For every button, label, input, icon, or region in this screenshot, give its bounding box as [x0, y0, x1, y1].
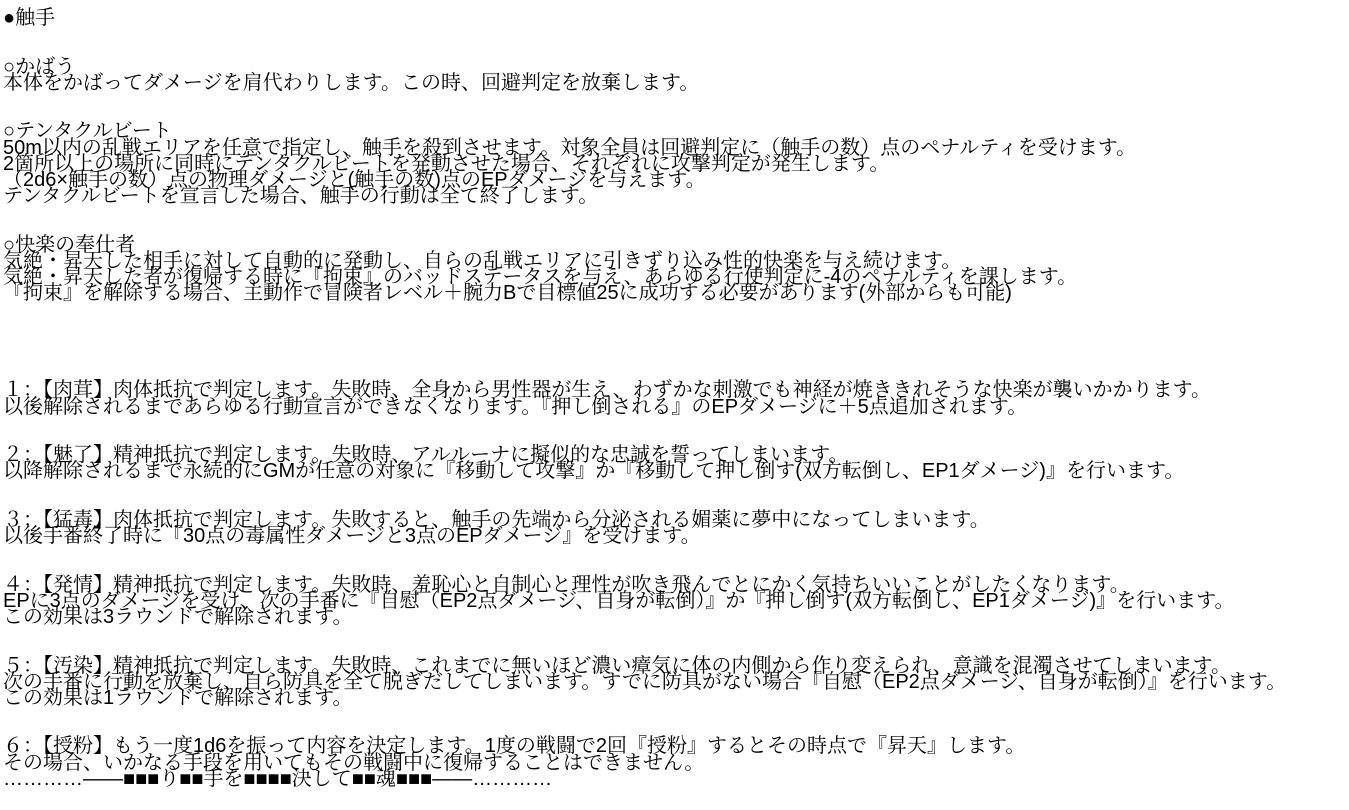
text-line: 以後手番終了時に『30点の毒属性ダメージと3点のEPダメージ』を受けます。: [3, 525, 701, 547]
list-item-6-jufun: ６：【授粉】もう一度1d6を振って内容を決定します。1度の戦闘で2回『授粉』するとその時点で『昇天』します。: [3, 735, 1026, 758]
list-item-5-osen: ５：【汚染】精神抵抗で判定します。失敗時、これまでに無いほど濃い瘴気に体の内側から作り変えられ、意識を混濁させてしまいます。: [3, 654, 1231, 677]
blank-line: [3, 350, 1345, 366]
text-line: 以降解除されるまで永続的にGMが任意の対象に『移動して攻撃』か『移動して押し倒す(双方転倒し、EP1ダメージ)』を行います。: [3, 460, 1185, 483]
text-line: EPに3点のダメージを受け、次の手番に『自慰（EP2点ダメージ、自身が転倒）』か『押し倒す(双方転倒し、EP1ダメージ)』を行います。: [3, 589, 1235, 612]
blank-line: [3, 42, 1345, 58]
footer-censored-line: …………――■■■り■■手を■■■■決して■■魂■■■――…………: [3, 767, 553, 790]
doc-title-tentacle: ●触手: [3, 7, 56, 29]
list-item-4-hatsujou: ４：【発情】精神抵抗で判定します。失敗時、羞恥心と自制心と理性が吹き飛んでとにかく気持ちいいことがしたくなります。: [3, 573, 1130, 596]
blank-line: [3, 26, 1345, 42]
blank-line: [3, 318, 1345, 334]
heading-pleasure-servant: ○快楽の奉仕者: [3, 233, 136, 256]
text-line: この効果は3ラウンドで解除されます。: [3, 605, 353, 628]
heading-tentacle-beat: ○テンタクルビート: [3, 120, 172, 143]
text-line: 『拘束』を解除する場合、主動作で冒険者レベル＋腕力Bで目標値25に成功する必要があります(外部からも可能): [3, 282, 1012, 305]
text-line: （2d6×触手の数）点の物理ダメージと(触手の数)点のEPダメージを与えます。: [3, 168, 706, 191]
text-line: 以後解除されるまであらゆる行動宣言ができなくなります。『押し倒される』のEPダメージに＋5点追加されます。: [3, 395, 1028, 418]
text-line: この効果は1ラウンドで解除されます。: [3, 686, 353, 709]
heading-kabau: ○かばう: [3, 55, 76, 78]
blank-line: [3, 334, 1345, 350]
text-line: 50m以内の乱戦エリアを任意で指定し、触手を殺到させます。対象全員は回避判定に（触手の数）点のペナルティを受けます。: [3, 136, 1137, 159]
list-item-2-miryou: ２：【魅了】精神抵抗で判定します。失敗時、アルルーナに擬似的な忠誠を誓ってしまいます。: [3, 444, 849, 467]
list-item-3-moudoku: ３：【猛毒】肉体抵抗で判定します。失敗すると、触手の先端から分泌される媚薬に夢中になってしまいます。: [3, 508, 990, 531]
text-line: 気絶・昇天した相手に対して自動的に発動し、自らの乱戦エリアに引きずり込み性的快楽を与え続けます。: [3, 249, 962, 272]
list-item-1-nikutake: １：【肉茸】肉体抵抗で判定します。失敗時、全身から男性器が生え、わずかな刺激でも神経が焼ききれそうな快楽が襲いかかります。: [3, 379, 1211, 402]
text-line: その場合、いかなる手段を用いてもその戦闘中に復帰することはできません。: [3, 751, 705, 774]
text-line: テンタクルビートを宣言した場合、触手の行動は全て終了します。: [3, 185, 599, 208]
blank-line: [3, 220, 1345, 236]
text-line: 本体をかばってダメージを肩代わりします。この時、回避判定を放棄します。: [3, 71, 700, 94]
text-line: 気絶・昇天した者が復帰する時に『拘束』のバッドステータスを与え、あらゆる行使判定に-4のペナルティを課します。: [3, 266, 1078, 288]
text-line: 2箇所以上の場所に同時にテンタクルビートを発動させた場合、それぞれに攻撃判定が発生します。: [3, 152, 890, 175]
blank-line: [3, 107, 1345, 123]
text-line: 次の手番に行動を放棄し、自ら防具を全て脱ぎだしてしまいます。すでに防具がない場合『自慰（EP2点ダメージ、自身が転倒）』を行います。: [3, 670, 1287, 693]
